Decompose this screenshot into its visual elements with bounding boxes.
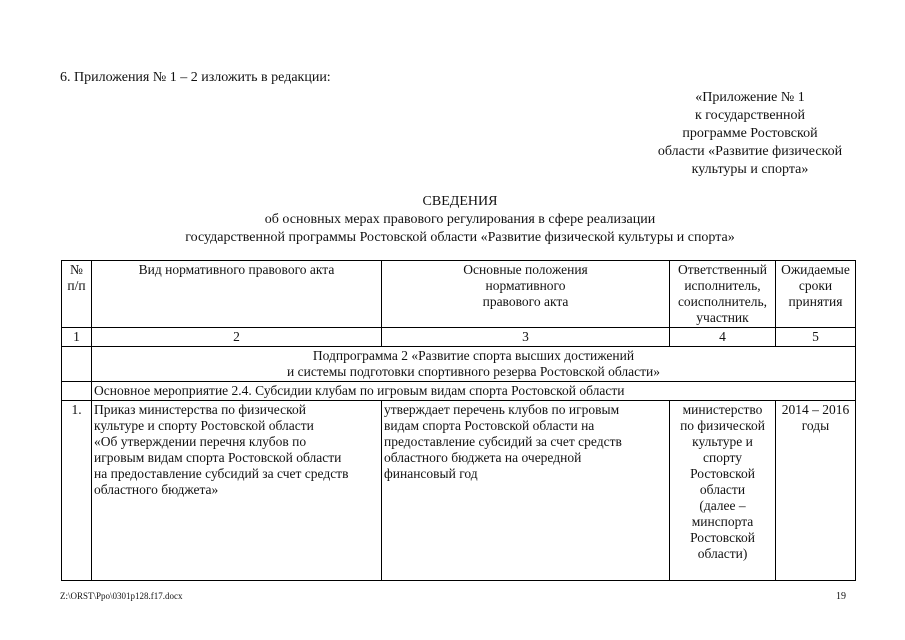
header-number bbox=[62, 261, 92, 328]
provisions-line: предоставление субсидий за счет средств bbox=[384, 434, 622, 449]
header-text: Вид нормативного правового акта bbox=[138, 262, 335, 277]
row-number: 1. bbox=[62, 401, 92, 581]
heading-title: СВЕДЕНИЯ bbox=[422, 194, 498, 209]
activity-title: Основное мероприятие 2.4. Субсидии клубам по игровым видам спорта Ростовской области bbox=[92, 382, 856, 401]
executor-line: по физической bbox=[680, 418, 765, 433]
measures-table bbox=[61, 260, 856, 581]
act-line: Приказ министерства по физической bbox=[94, 402, 306, 417]
appendix-line: программе Ростовской bbox=[682, 126, 818, 141]
header-text: п/п bbox=[67, 278, 86, 293]
header-text: Основные положения bbox=[463, 262, 588, 277]
activity-row bbox=[62, 382, 856, 401]
header-provisions bbox=[382, 261, 670, 328]
header-text: правового акта bbox=[482, 294, 569, 309]
executor-line: Ростовской bbox=[690, 466, 755, 481]
provisions-line: видам спорта Ростовской области на bbox=[384, 418, 595, 433]
header-text: сроки bbox=[798, 278, 833, 293]
column-number: 5 bbox=[776, 328, 856, 347]
act-line: игровым видам спорта Ростовской области bbox=[94, 450, 342, 465]
empty-cell bbox=[62, 382, 92, 401]
appendix-line: области «Развитие физической bbox=[657, 144, 843, 159]
empty-cell bbox=[62, 347, 92, 382]
subprogram-line: и системы подготовки спортивного резерва Ростовской области» bbox=[287, 364, 660, 379]
table-header-row bbox=[62, 261, 856, 328]
act-line: на предоставление субсидий за счет средств bbox=[94, 466, 349, 481]
act-line: «Об утверждении перечня клубов по bbox=[94, 434, 307, 449]
executor-line: минспорта bbox=[691, 514, 754, 529]
executor-line: спорту bbox=[702, 450, 742, 465]
header-text: Ожидаемые bbox=[781, 262, 850, 277]
header-text: соисполнитель, bbox=[677, 294, 768, 309]
intro-text: 6. Приложения № 1 – 2 изложить в редакции: bbox=[60, 70, 331, 85]
header-text: нормативного bbox=[485, 278, 566, 293]
column-number: 2 bbox=[92, 328, 382, 347]
footer-file-path: Z:\ORST\Ppo\0301p128.f17.docx bbox=[60, 591, 183, 601]
page-number: 19 bbox=[836, 591, 846, 602]
document-heading bbox=[60, 193, 860, 247]
executor-line: культуре и bbox=[692, 434, 753, 449]
provisions-line: финансовый год bbox=[384, 466, 478, 481]
column-number: 4 bbox=[670, 328, 776, 347]
appendix-reference bbox=[620, 89, 880, 179]
appendix-line: культуры и спорта» bbox=[691, 162, 809, 177]
executor-cell bbox=[670, 401, 776, 581]
act-cell bbox=[92, 401, 382, 581]
column-number-row bbox=[62, 328, 856, 347]
executor-line: министерство bbox=[682, 402, 763, 417]
act-line: культуре и спорту Ростовской области bbox=[94, 418, 314, 433]
executor-line: Ростовской bbox=[690, 530, 755, 545]
terms-cell bbox=[776, 401, 856, 581]
header-text: участник bbox=[696, 310, 749, 325]
table-row bbox=[62, 401, 856, 581]
executor-line: (далее – bbox=[699, 498, 746, 513]
heading-line: об основных мерах правового регулирования в сфере реализации bbox=[264, 212, 656, 227]
header-act-type bbox=[92, 261, 382, 328]
heading-line: государственной программы Ростовской области «Развитие физической культуры и спорта» bbox=[185, 230, 735, 245]
terms-line: годы bbox=[801, 418, 830, 433]
header-executor bbox=[670, 261, 776, 328]
act-line: областного бюджета» bbox=[94, 482, 219, 497]
appendix-line: к государственной bbox=[694, 108, 806, 123]
provisions-line: утверждает перечень клубов по игровым bbox=[384, 402, 620, 417]
provisions-line: областного бюджета на очередной bbox=[384, 450, 582, 465]
executor-line: области) bbox=[697, 546, 748, 561]
terms-line: 2014 – 2016 bbox=[781, 402, 850, 417]
header-text: № bbox=[70, 262, 83, 277]
provisions-cell bbox=[382, 401, 670, 581]
header-terms bbox=[776, 261, 856, 328]
executor-line: области bbox=[699, 482, 746, 497]
subprogram-row bbox=[62, 347, 856, 382]
subprogram-title bbox=[92, 347, 856, 382]
column-number: 1 bbox=[62, 328, 92, 347]
subprogram-line: Подпрограмма 2 «Развитие спорта высших достижений bbox=[312, 348, 635, 363]
header-text: принятия bbox=[788, 294, 843, 309]
appendix-line: «Приложение № 1 bbox=[695, 90, 805, 105]
column-number: 3 bbox=[382, 328, 670, 347]
header-text: исполнитель, bbox=[684, 278, 761, 293]
header-text: Ответственный bbox=[678, 262, 767, 277]
